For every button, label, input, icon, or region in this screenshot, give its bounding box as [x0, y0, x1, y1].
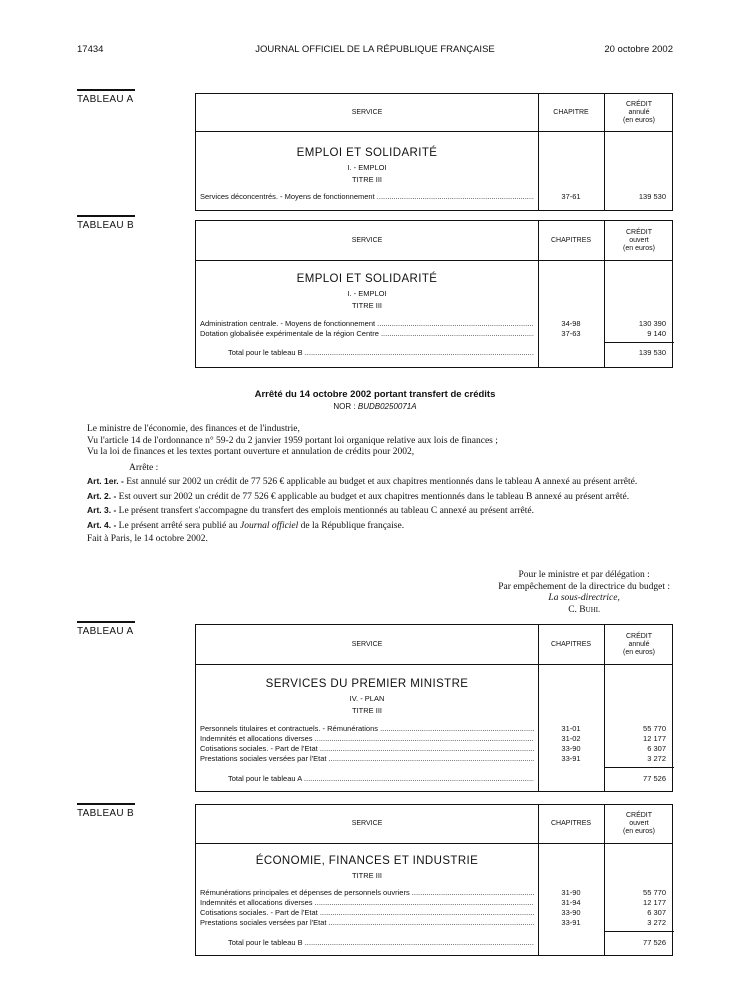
- section-heading: SERVICES DU PREMIER MINISTRE IV. - PLAN TITRE III: [265, 678, 469, 715]
- credit-table: [195, 804, 673, 956]
- credit-table: [195, 220, 673, 368]
- table-label: TABLEAU B: [77, 215, 135, 231]
- column-header-service: SERVICE: [351, 640, 383, 648]
- table-header: [196, 221, 672, 261]
- page-header: [77, 44, 673, 58]
- signature-block: Pour le ministre et par délégation : Par empêchement de la directrice du budget : La sous-directrice, C. Buhl: [498, 570, 670, 615]
- column-header-credit: CRÉDIT ouvert (en euros): [623, 812, 655, 835]
- decree-text: [77, 389, 673, 546]
- table-row: Dotation globalisée expérimentale de la région Centre ..... 37-63 9 140: [196, 329, 674, 339]
- decree-intro: Vu l'article 14 de l'ordonnance n° 59-2 du 2 janvier 1959 portant loi organique relative aux lois de finances ;: [87, 435, 498, 446]
- nor-reference: NOR : BUDB0250071A: [333, 401, 417, 411]
- table-total-row: Total pour le tableau A ..... 77 526: [196, 772, 674, 786]
- table-row: Services déconcentrés. - Moyens de fonctionnement ..... 37-61 139 530: [196, 192, 674, 202]
- credit-table: [195, 624, 673, 792]
- section-heading: ÉCONOMIE, FINANCES ET INDUSTRIE TITRE III: [255, 855, 479, 880]
- decree-article: Art. 2. - Est ouvert sur 2002 un crédit de 77 526 € applicable au budget et aux chapitres mentionnés dans le tableau B annexé au présent arrêté.: [87, 490, 630, 502]
- table-row: Cotisations sociales. - Part de l'Etat ..... 33-90 6 307: [196, 908, 674, 918]
- column-header-credit: CRÉDIT annulé (en euros): [623, 100, 655, 124]
- column-header-chapitre: CHAPITRES: [550, 640, 592, 648]
- table-row: Rémunérations principales et dépenses de personnels ouvriers ..... 31-90 55 770: [196, 888, 674, 898]
- column-header-service: SERVICE: [351, 236, 383, 244]
- table-total-row: Total pour le tableau B ..... 77 526: [196, 936, 674, 950]
- section-heading: EMPLOI ET SOLIDARITÉ I. - EMPLOI TITRE III: [296, 147, 438, 184]
- decree-intro: Le ministre de l'économie, des finances et de l'industrie,: [87, 424, 300, 434]
- column-header-credit: CRÉDIT ouvert (en euros): [623, 228, 655, 252]
- decree-fait: Fait à Paris, le 14 octobre 2002.: [87, 534, 208, 544]
- table-total-row: Total pour le tableau B ..... 139 530: [196, 346, 674, 360]
- decree-article: Art. 4. - Le présent arrêté sera publié au Journal officiel de la République française.: [87, 519, 405, 531]
- column-header-chapitre: CHAPITRES: [550, 236, 592, 244]
- table-label: TABLEAU B: [77, 803, 135, 819]
- table-row: Administration centrale. - Moyens de fonctionnement ..... 34-98 130 390: [196, 319, 674, 329]
- section-heading: EMPLOI ET SOLIDARITÉ I. - EMPLOI TITRE III: [296, 273, 438, 310]
- table-label: TABLEAU A: [77, 89, 135, 105]
- table-header: [196, 94, 672, 132]
- column-header-service: SERVICE: [351, 108, 383, 116]
- decree-intro: Vu la loi de finances et les textes portant ouverture et annulation de crédits pour 2002,: [87, 447, 415, 457]
- table-row: Indemnités et allocations diverses ..... 31-02 12 177: [196, 734, 674, 744]
- table-row: Prestations sociales versées par l'Etat ..... 33-91 3 272: [196, 918, 674, 928]
- decree-title: Arrêté du 14 octobre 2002 portant transfert de crédits: [254, 389, 496, 400]
- table-header: [196, 805, 672, 844]
- table-header: [196, 625, 672, 665]
- table-row: Indemnités et allocations diverses ..... 31-94 12 177: [196, 898, 674, 908]
- column-header-chapitre: CHAPITRE: [553, 108, 589, 116]
- decree-arrete: Arrête :: [129, 462, 159, 473]
- issue-date: 20 octobre 2002: [604, 44, 673, 55]
- page-number: 17434: [77, 44, 104, 55]
- table-label: TABLEAU A: [77, 621, 135, 637]
- column-header-service: SERVICE: [351, 820, 383, 827]
- journal-title: JOURNAL OFFICIEL DE LA RÉPUBLIQUE FRANÇAISE: [255, 44, 495, 55]
- credit-table: [195, 93, 673, 211]
- decree-article: Art. 1er. - Est annulé sur 2002 un crédit de 77 526 € applicable au budget et aux chapitres mentionnés dans le tableau A annexé au présent arrêté.: [87, 476, 638, 487]
- column-header-credit: CRÉDIT annulé (en euros): [623, 632, 655, 656]
- decree-article: Art. 3. - Le présent transfert s'accompagne du transfert des emplois mentionnés au tableau C annexé au présent arrêté.: [87, 505, 534, 516]
- table-row: Personnels titulaires et contractuels. - Rémunérations ..... 31-01 55 770: [196, 724, 674, 734]
- table-row: Cotisations sociales. - Part de l'Etat ..... 33-90 6 307: [196, 744, 674, 754]
- column-header-chapitre: CHAPITRES: [550, 820, 592, 827]
- table-row: Prestations sociales versées par l'Etat ..... 33-91 3 272: [196, 754, 674, 764]
